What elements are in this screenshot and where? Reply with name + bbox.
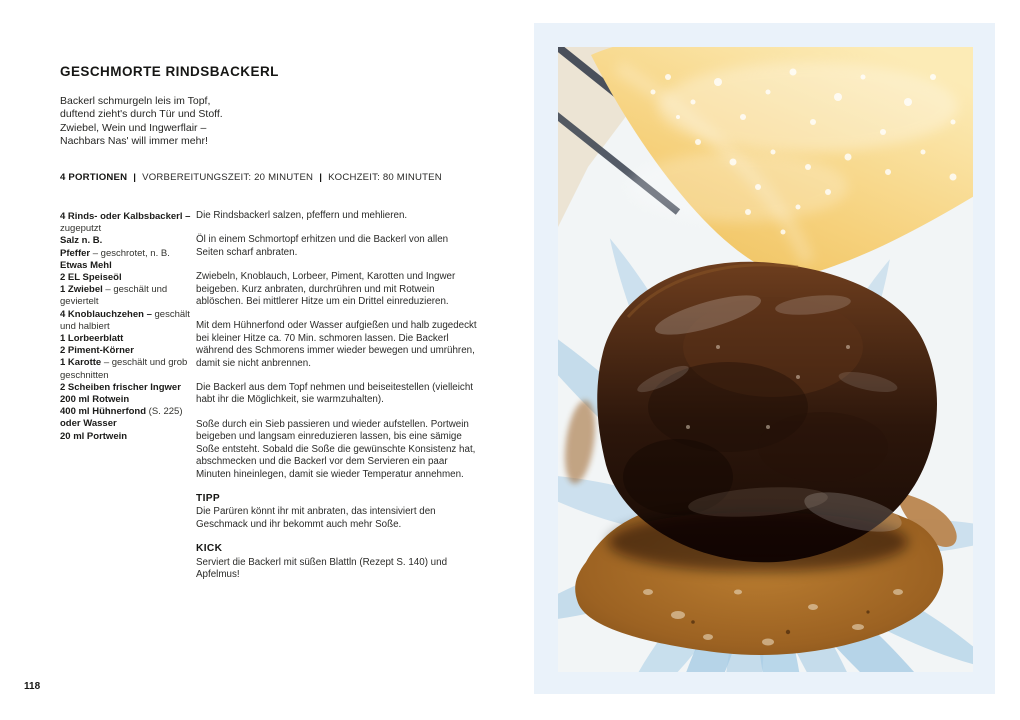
ingredient-item: 20 ml Portwein bbox=[60, 430, 128, 442]
page-number: 118 bbox=[24, 681, 41, 692]
tip-heading: TIPP bbox=[196, 492, 221, 504]
prep-time-label: VORBEREITUNGSZEIT: 20 MINUTEN bbox=[142, 172, 314, 183]
meta-separator: | bbox=[133, 172, 137, 183]
poem-line: Zwiebel, Wein und Ingwerflair – bbox=[60, 121, 207, 134]
ingredient-item: 2 Piment-Körner bbox=[60, 345, 134, 357]
ingredient-item: 2 Scheiben frischer Ingwer bbox=[60, 381, 181, 393]
ingredient-item: 1 Zwiebel – geschält und geviertelt bbox=[60, 284, 168, 308]
recipe-title: GESCHMORTE RINDSBACKERL bbox=[60, 64, 279, 80]
photo-panel bbox=[534, 23, 995, 694]
instruction-step: Zwiebeln, Knoblauch, Lorbeer, Piment, Karotten und Ingwer beigeben. Kurz anbraten, durchrühren und mit Rotwein ablöschen. Bei mittlerer Hitze um ein Drittel einreduzieren. bbox=[196, 271, 456, 308]
poem-line: Nachbars Nas' will immer mehr! bbox=[60, 134, 208, 147]
instruction-step: Mit dem Hühnerfond oder Wasser aufgießen und halb zugedeckt bei kleiner Hitze ca. 70 Min. schmoren lassen. Die Backerl während des Schmorens immer wieder bewegen und umrühren, damit sie nicht anbrennen. bbox=[196, 320, 477, 369]
ingredient-item: 1 Lorbeerblatt bbox=[60, 333, 124, 345]
cook-time-label: KOCHZEIT: 80 MINUTEN bbox=[328, 172, 442, 183]
dish-photo-illustration bbox=[558, 47, 973, 672]
ingredient-item: 400 ml Hühnerfond (S. 225) oder Wasser bbox=[60, 406, 183, 430]
ingredient-item: 200 ml Rotwein bbox=[60, 394, 130, 406]
ingredient-item: 1 Karotte – geschält und grob geschnitten bbox=[60, 357, 188, 381]
poem-line: duftend zieht's durch Tür und Stoff. bbox=[60, 108, 223, 121]
ingredient-item: Salz n. B. bbox=[60, 235, 103, 247]
poem-line: Backerl schmurgeln leis im Topf, bbox=[60, 95, 211, 107]
instruction-step: Öl in einem Schmortopf erhitzen und die Backerl von allen Seiten scharf anbraten. bbox=[196, 234, 449, 258]
meta-separator: | bbox=[319, 172, 323, 183]
ingredient-item: Pfeffer – geschrotet, n. B. bbox=[60, 247, 170, 259]
recipe-poem bbox=[60, 95, 223, 148]
ingredient-item: 4 Rinds- oder Kalbsbackerl – zugeputzt bbox=[60, 211, 191, 235]
portions-label: 4 PORTIONEN bbox=[60, 172, 128, 183]
dish-photo bbox=[558, 47, 973, 672]
step-list bbox=[196, 210, 478, 481]
tip-text: Die Parüren könnt ihr mit anbraten, das intensiviert den Geschmack und ihr bekommt auch mehr Soße. bbox=[196, 506, 436, 530]
instruction-step: Soße durch ein Sieb passieren und wieder aufstellen. Portwein beigeben und langsam einreduzieren lassen, bis eine sämige Soße entsteht. Sobald die Soße die gewünschte Konsistenz hat, abschmecken und die Backerl vor dem Servieren ein paar Minuten hineinlegen, damit sie wieder Temperatur annehmen. bbox=[196, 418, 476, 480]
kick-text: Serviert die Backerl mit süßen Blattln (Rezept S. 140) und Apfelmus! bbox=[196, 556, 448, 580]
instruction-column bbox=[196, 210, 478, 593]
ingredient-item: 2 EL Speiseöl bbox=[60, 272, 122, 284]
ingredient-item: Etwas Mehl bbox=[60, 259, 112, 271]
ingredient-item: 4 Knoblauchzehen – geschält und halbiert bbox=[60, 308, 190, 332]
ingredient-list bbox=[60, 211, 194, 443]
instruction-step: Die Backerl aus dem Topf nehmen und beiseitestellen (vielleicht habt ihr die Möglichkeit, sie warmzuhalten). bbox=[196, 382, 474, 406]
instruction-step: Die Rindsbackerl salzen, pfeffern und mehlieren. bbox=[196, 210, 408, 221]
recipe-meta-row bbox=[60, 172, 442, 183]
kick-heading: KICK bbox=[196, 543, 223, 555]
